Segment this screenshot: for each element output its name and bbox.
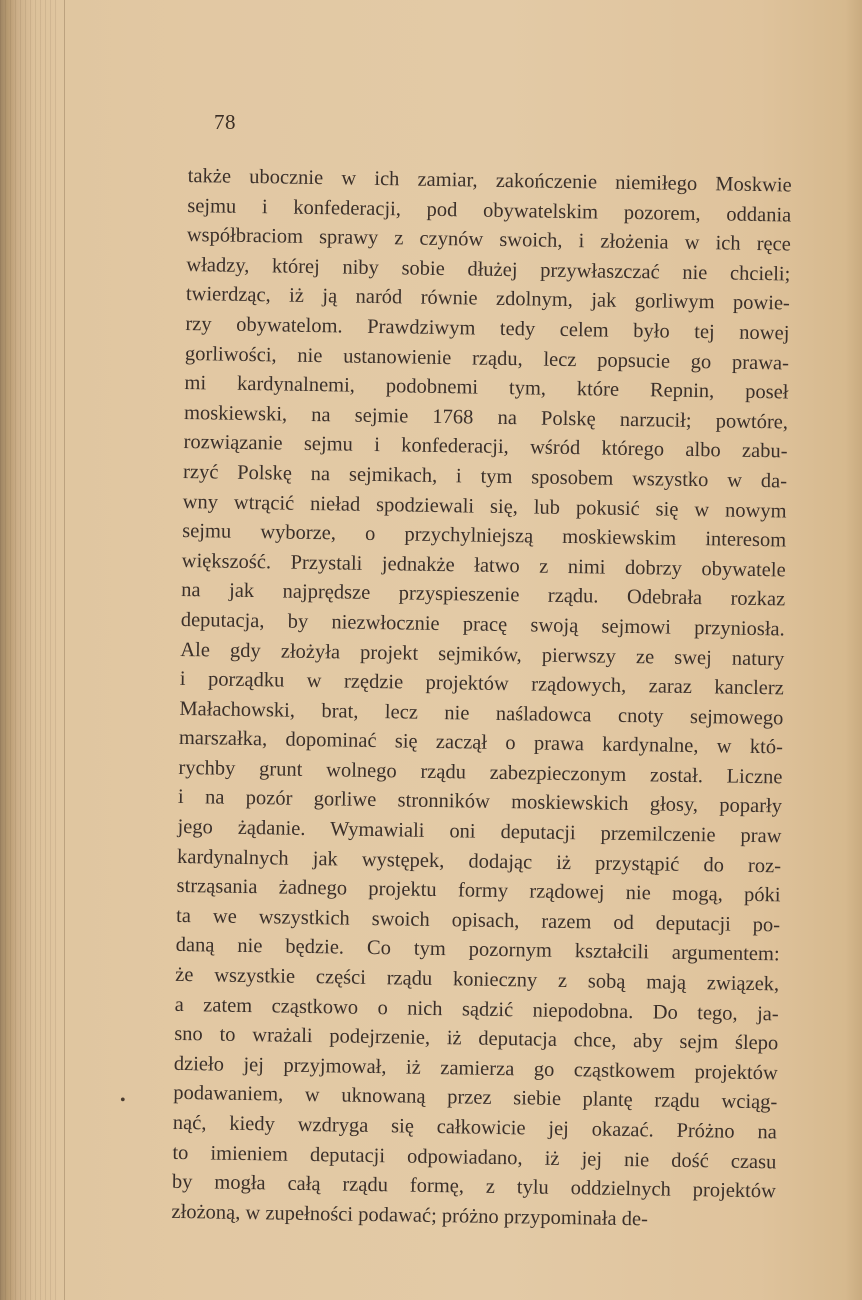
text-line: dzieło jej przyjmował, iż zamierza go cząstkowem projektów xyxy=(173,1052,778,1085)
text-line: większość. Przystali jednakże łatwo z nimi dobrzy obywatele xyxy=(181,549,786,582)
text-line: ta we wszystkich swoich opisach, razem od deputacji po- xyxy=(175,904,781,937)
text-line: Ale gdy złożyła projekt sejmików, pierwszy ze swej natury xyxy=(180,638,785,670)
text-line: wny wtrącić nieład spodziewali się, lub pokusić się w nowym xyxy=(182,490,787,522)
text-line: strząsania żadnego projektu formy rządowej nie mogą, póki xyxy=(176,875,781,907)
text-line: także ubocznie w ich zamiar, zakończenie niemiłego Moskwie xyxy=(187,164,792,197)
book-spine-shadow xyxy=(0,0,56,1300)
text-line: rzyć Polskę na sejmikach, i tym sposobem wszystko w da- xyxy=(182,460,788,493)
gutter-line xyxy=(64,0,65,1300)
text-line: rzy obywatelom. Prawdziwym tedy celem było tej nowej xyxy=(185,312,790,345)
text-line: by mogła całą rządu formę, z tylu oddzielnych projektów xyxy=(171,1171,777,1203)
text-line: to imieniem deputacji odpowiadano, iż jej nie dość czasu xyxy=(172,1141,777,1173)
text-line: współbraciom sprawy z czynów swoich, i złożenia w ich ręce xyxy=(186,224,791,256)
text-line: marszałka, dopominać się zaczął o prawa kardynalne, w któ- xyxy=(178,727,784,759)
text-line: mi kardynalnemi, podobnemi tym, które Repnin, poseł xyxy=(184,372,789,404)
ink-speck: • xyxy=(120,1092,126,1109)
text-line: sno to wrażali podejrzenie, iż deputacja chce, aby sejm ślepo xyxy=(174,1023,779,1055)
text-line: i na pozór gorliwe stronników moskiewskich głosy, poparły xyxy=(177,786,783,818)
text-line: twierdząc, iż ją naród równie zdolnym, jak gorliwym powie- xyxy=(185,283,791,315)
text-line: deputacja, by niezwłocznie pracę swoją sejmowi przyniosła. xyxy=(180,608,785,641)
text-line: gorliwości, nie ustanowienie rządu, lecz popsucie go prawa- xyxy=(184,342,790,375)
text-line: sejmu wyborze, o przychylniejszą moskiewskim interesom xyxy=(182,520,787,552)
text-line: złożoną, w zupełności podawać; próżno przypominała de- xyxy=(171,1200,649,1231)
text-line: podawaniem, w uknowaną przez siebie plantę rządu wciąg- xyxy=(173,1082,778,1114)
page-number: 78 xyxy=(214,110,236,134)
text-line: sejmu i konfederacji, pod obywatelskim pozorem, oddania xyxy=(187,194,792,227)
text-line: kardynalnych jak występek, dodając iż przystąpić do roz- xyxy=(176,845,782,878)
body-text xyxy=(171,162,792,1237)
text-line: Małachowski, brat, lecz nie naśladowca cnoty sejmowego xyxy=(179,697,784,730)
text-line: a zatem cząstkowo o nich sądzić niepodobna. Do tego, ja- xyxy=(174,993,779,1026)
text-line: jego żądanie. Wymawiali oni deputacji przemilczenie praw xyxy=(177,815,782,848)
text-line: daną nie będzie. Co tym pozornym kształcili argumentem: xyxy=(175,934,780,966)
text-line: rychby grunt wolnego rządu zabezpieczonym został. Liczne xyxy=(178,756,783,789)
text-line: i porządku w rzędzie projektów rządowych, zaraz kanclerz xyxy=(179,668,784,700)
text-line: na jak najprędsze przyspieszenie rządu. Odebrała rozkaz xyxy=(181,579,786,611)
text-line: że wszystkie części rządu konieczny z sobą mają związek, xyxy=(175,963,780,996)
text-line: moskiewski, na sejmie 1768 na Polskę narzucił; powtóre, xyxy=(183,401,789,434)
text-line: nąć, kiedy wzdryga się całkowicie jej okazać. Próżno na xyxy=(172,1111,778,1144)
text-line: władzy, której niby sobie dłużej przywłaszczać nie chcieli; xyxy=(186,253,791,286)
text-line: rozwiązanie sejmu i konfederacji, wśród którego albo zabu- xyxy=(183,431,788,463)
